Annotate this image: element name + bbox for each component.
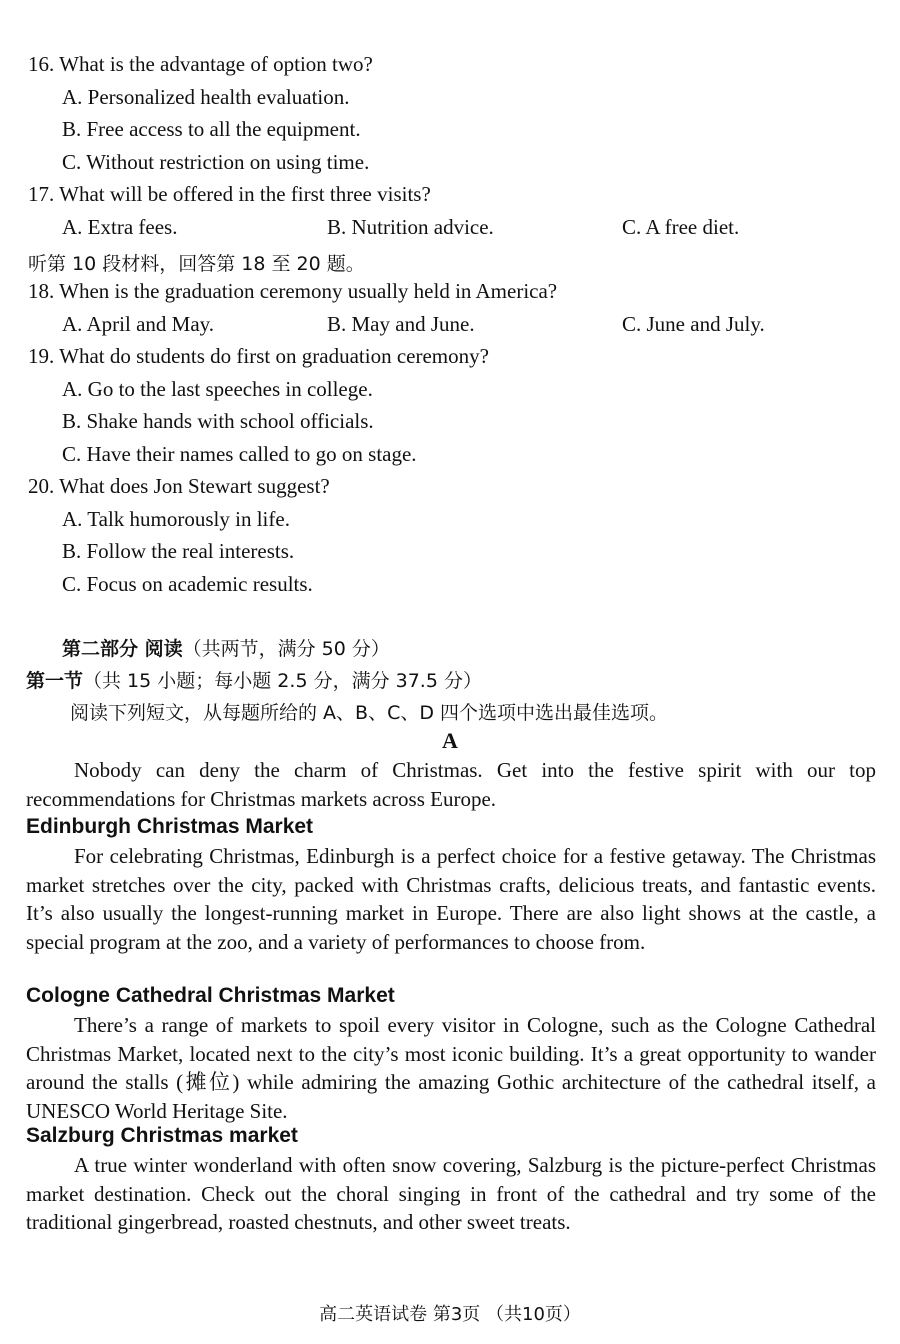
question-16-option-c: C. Without restriction on using time.	[62, 150, 370, 174]
part-two-title: 第二部分 阅读	[62, 638, 183, 660]
question-16-stem: 16. What is the advantage of option two?	[28, 52, 373, 76]
question-20-option-a: A. Talk humorously in life.	[62, 507, 290, 531]
question-18-option-c: C. June and July.	[622, 312, 765, 336]
question-16-option-a: A. Personalized health evaluation.	[62, 85, 350, 109]
question-17-stem: 17. What will be offered in the first three visits?	[28, 182, 431, 206]
section-one-heading	[26, 666, 482, 693]
question-18-option-a: A. April and May.	[62, 312, 215, 336]
question-17-option-c: C. A free diet.	[622, 215, 740, 239]
market-text-edinburgh: For celebrating Christmas, Edinburgh is a perfect choice for a festive getaway. The Christmas market stretches over the city, packed with Christmas crafts, delicious treats, and fantastic events. It’s also usually the longest-running market in Europe. There are also light shows at the castle, a special program at the zoo, and a variety of performances to choose from.	[26, 844, 876, 954]
market-heading-edinburgh: Edinburgh Christmas Market	[26, 815, 314, 838]
question-19-option-a: A. Go to the last speeches in college.	[62, 377, 373, 401]
question-19-stem: 19. What do students do first on graduation ceremony?	[28, 344, 489, 368]
question-19-option-b: B. Shake hands with school officials.	[62, 409, 374, 433]
part-two-scoring: （共两节，满分 50 分）	[182, 638, 390, 660]
market-text-salzburg: A true winter wonderland with often snow covering, Salzburg is the picture-perfect Christmas market destination. Check out the choral singing in front of the cathedral and try some of the traditional gingerbread, roasted chestnuts, and other sweet treats.	[26, 1153, 876, 1234]
question-20-option-b: B. Follow the real interests.	[62, 539, 295, 563]
market-text-edinburgh-block	[26, 842, 876, 956]
market-heading-salzburg: Salzburg Christmas market	[26, 1124, 298, 1147]
market-heading-cologne: Cologne Cathedral Christmas Market	[26, 984, 395, 1007]
question-17-option-a: A. Extra fees.	[62, 215, 178, 239]
market-text-salzburg-block	[26, 1151, 876, 1237]
passage-intro-text: Nobody can deny the charm of Christmas. Get into the festive spirit with our top recommendations for Christmas markets across Europe.	[26, 758, 876, 811]
question-20-stem: 20. What does Jon Stewart suggest?	[28, 474, 330, 498]
section-one-scoring: （共 15 小题；每小题 2.5 分，满分 37.5 分）	[83, 670, 482, 692]
question-16-option-b: B. Free access to all the equipment.	[62, 117, 361, 141]
market-text-cologne: There’s a range of markets to spoil every visitor in Cologne, such as the Cologne Cathedral Christmas Market, located next to the city’s most iconic building. It’s a great opportunity to wander around the stalls (摊位) while admiring the amazing Gothic architecture of the cathedral itself, a UNESCO World Heritage Site.	[26, 1013, 876, 1123]
part-two-heading	[62, 634, 390, 661]
question-19-option-c: C. Have their names called to go on stage.	[62, 442, 417, 466]
reading-instruction: 阅读下列短文，从每题所给的 A、B、C、D 四个选项中选出最佳选项。	[70, 702, 669, 724]
passage-letter: A	[442, 728, 458, 753]
listening-instruction-10: 听第 10 段材料，回答第 18 至 20 题。	[28, 253, 365, 275]
question-20-option-c: C. Focus on academic results.	[62, 572, 313, 596]
market-text-cologne-block	[26, 1011, 876, 1125]
question-18-stem: 18. When is the graduation ceremony usually held in America?	[28, 279, 558, 303]
section-one-title: 第一节	[26, 670, 84, 692]
question-18-option-b: B. May and June.	[327, 312, 475, 336]
question-17-option-b: B. Nutrition advice.	[327, 215, 494, 239]
page-footer: 高二英语试卷 第3页 （共10页）	[319, 1304, 581, 1325]
passage-intro	[26, 756, 876, 813]
